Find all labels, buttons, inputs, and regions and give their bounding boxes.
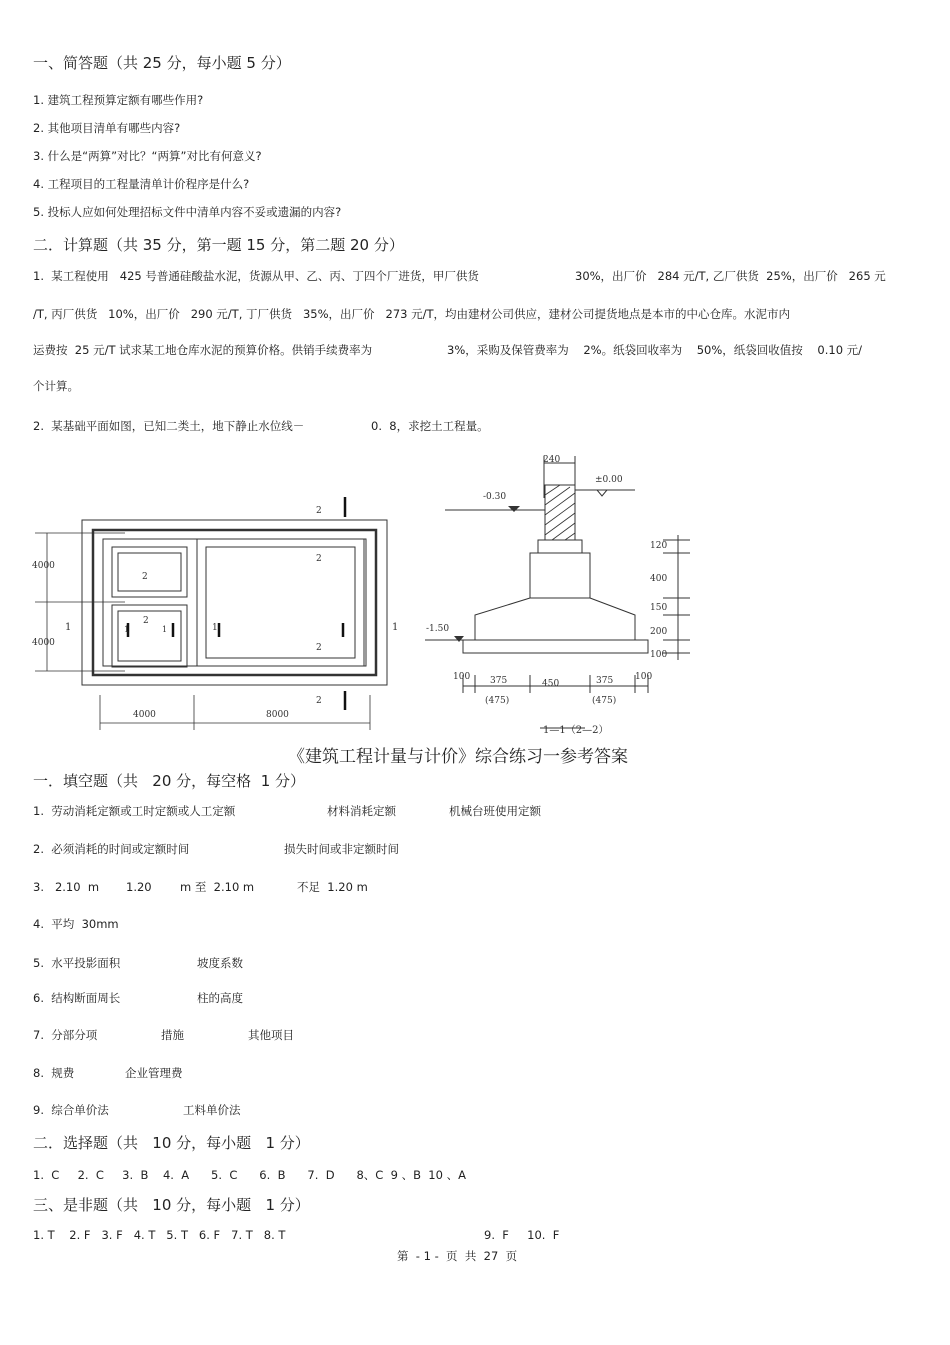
fill-answer-6-b: 柱的高度 <box>197 991 243 1005</box>
fill-answer-7-b: 措施 <box>161 1028 184 1042</box>
fill-answer-6: 6. 结构断面周长 <box>33 991 121 1005</box>
plan-mark-2-right-room-bottom: 2 <box>316 643 322 653</box>
section-caption: 1—1（2—2） <box>543 725 609 736</box>
fill-answer-3-b: 1.20 <box>126 880 152 894</box>
fill-answer-7-c: 其他项目 <box>248 1028 294 1042</box>
section-dim-v200: 200 <box>650 627 668 637</box>
fill-answer-2-b: 损失时间或非定额时间 <box>284 842 399 856</box>
calc-q1-line4: 个计算。 <box>33 379 79 393</box>
fill-answer-3: 3. 2.10 m <box>33 880 100 894</box>
section-level-minus-030: -0.30 <box>483 492 507 502</box>
plan-mark-1-inner-left: 1 <box>124 625 130 634</box>
fill-answer-1: 1. 劳动消耗定额或工时定额或人工定额 <box>33 804 236 818</box>
plan-section-mark-2-top: 2 <box>316 506 322 516</box>
plan-dim-4000-horizontal: 4000 <box>133 710 156 720</box>
fill-answer-4: 4. 平均 30mm <box>33 917 119 931</box>
calc-q1-line1a: 1. 某工程使用 425 号普通硅酸盐水泥，货源从甲、乙、丙、丁四个厂进货，甲厂供货 <box>33 269 479 283</box>
calc-q2-a: 2. 某基础平面如图，已知二类土，地下静止水位线－ <box>33 419 305 433</box>
plan-section-mark-1-right: 1 <box>392 622 399 633</box>
calc-q2-b: 0. 8，求挖土工程量。 <box>371 419 489 433</box>
foundation-section-drawing <box>420 450 690 740</box>
fill-answer-3-c: m 至 2.10 m <box>180 880 255 894</box>
section-dim-v120: 120 <box>650 541 668 551</box>
fill-answer-1-b: 材料消耗定额 <box>327 804 396 818</box>
fill-answer-1-c: 机械台班使用定额 <box>449 804 541 818</box>
plan-mark-2-lower-room: 2 <box>143 616 149 626</box>
page-footer: 第 - 1 - 页 共 27 页 <box>397 1249 518 1263</box>
fill-answer-8: 8. 规费 <box>33 1066 75 1080</box>
fill-answer-7: 7. 分部分项 <box>33 1028 98 1042</box>
choice-heading: 二．选择题（共 10 分，每小题 1 分） <box>33 1134 310 1152</box>
section-dim-h475-right: (475) <box>592 696 617 706</box>
section-dim-h100-left: 100 <box>453 672 471 682</box>
fill-answer-9-b: 工料单价法 <box>183 1103 241 1117</box>
choice-answers: 1. C 2. C 3. B 4. A 5. C 6. B 7. D 8、C 9 、B 10 、A <box>33 1168 466 1182</box>
section-dim-v150: 150 <box>650 603 668 613</box>
calc-q1-line3b: 3%，采购及保管费率为 2%。纸袋回收率为 50%，纸袋回收值按 0.10 元/ <box>447 343 863 357</box>
plan-mark-1-center-left: 1 <box>212 623 218 633</box>
true-false-answers-1-8: 1. T 2. F 3. F 4. T 5. T 6. F 7. T 8. T <box>33 1228 286 1242</box>
short-question-3: 3. 什么是“两算”对比？“两算”对比有何意义? <box>33 149 262 163</box>
section-heading-calculation: 二．计算题（共 35 分，第一题 15 分，第二题 20 分） <box>33 236 404 254</box>
section-dim-h450: 450 <box>542 679 560 689</box>
section-dim-h100-right: 100 <box>635 672 653 682</box>
fill-answer-3-d: 不足 1.20 m <box>297 880 368 894</box>
section-dim-v400: 400 <box>650 574 668 584</box>
plan-dim-4000-top: 4000 <box>32 561 55 571</box>
section-heading-short-answer: 一、简答题（共 25 分，每小题 5 分） <box>33 54 291 72</box>
plan-mark-1-inner-right: 1 <box>162 625 168 634</box>
foundation-plan-drawing <box>30 495 410 740</box>
fill-answer-5-b: 坡度系数 <box>197 956 243 970</box>
true-false-answers-9-10: 9. F 10. F <box>484 1228 560 1242</box>
calc-q1-line3a: 运费按 25 元/T 试求某工地仓库水泥的预算价格。供销手续费率为 <box>33 343 373 357</box>
plan-mark-2-right-room-top: 2 <box>316 554 322 564</box>
section-dim-v100: 100 <box>650 650 668 660</box>
fill-answer-8-b: 企业管理费 <box>125 1066 183 1080</box>
section-level-000: ±0.00 <box>595 475 623 485</box>
plan-section-mark-1-left: 1 <box>65 622 72 633</box>
section-dim-h375-left: 375 <box>490 676 508 686</box>
fill-answer-9: 9. 综合单价法 <box>33 1103 109 1117</box>
plan-dim-8000-horizontal: 8000 <box>266 710 289 720</box>
plan-section-mark-2-bottom: 2 <box>316 696 322 706</box>
calc-q1-line1b: 30%，出厂价 284 元/T, 乙厂供货 25%，出厂价 265 元 <box>575 269 886 283</box>
fill-answer-5: 5. 水平投影面积 <box>33 956 121 970</box>
section-dim-h475-left: (475) <box>485 696 510 706</box>
short-question-4: 4. 工程项目的工程量清单计价程序是什么? <box>33 177 250 191</box>
section-dim-h375-right: 375 <box>596 676 614 686</box>
section-dim-240: 240 <box>543 455 561 465</box>
short-question-2: 2. 其他项目清单有哪些内容? <box>33 121 181 135</box>
calc-q1-line2: /T, 丙厂供货 10%，出厂价 290 元/T, 丁厂供货 35%，出厂价 273 元/T，均由建材公司供应，建材公司提货地点是本市的中心仓库。水泥市内 <box>33 307 791 321</box>
short-question-5: 5. 投标人应如何处理招标文件中清单内容不妥或遗漏的内容? <box>33 205 342 219</box>
fill-blank-heading: 一．填空题（共 20 分，每空格 1 分） <box>33 772 306 790</box>
true-false-heading: 三、是非题（共 10 分，每小题 1 分） <box>33 1196 310 1214</box>
answer-title: 《建筑工程计量与计价》综合练习一参考答案 <box>288 747 628 767</box>
section-level-minus-150: -1.50 <box>426 624 450 634</box>
fill-answer-2: 2. 必须消耗的时间或定额时间 <box>33 842 190 856</box>
short-question-1: 1. 建筑工程预算定额有哪些作用? <box>33 93 204 107</box>
plan-mark-2-small-room: 2 <box>142 572 148 582</box>
plan-dim-4000-bottom: 4000 <box>32 638 55 648</box>
